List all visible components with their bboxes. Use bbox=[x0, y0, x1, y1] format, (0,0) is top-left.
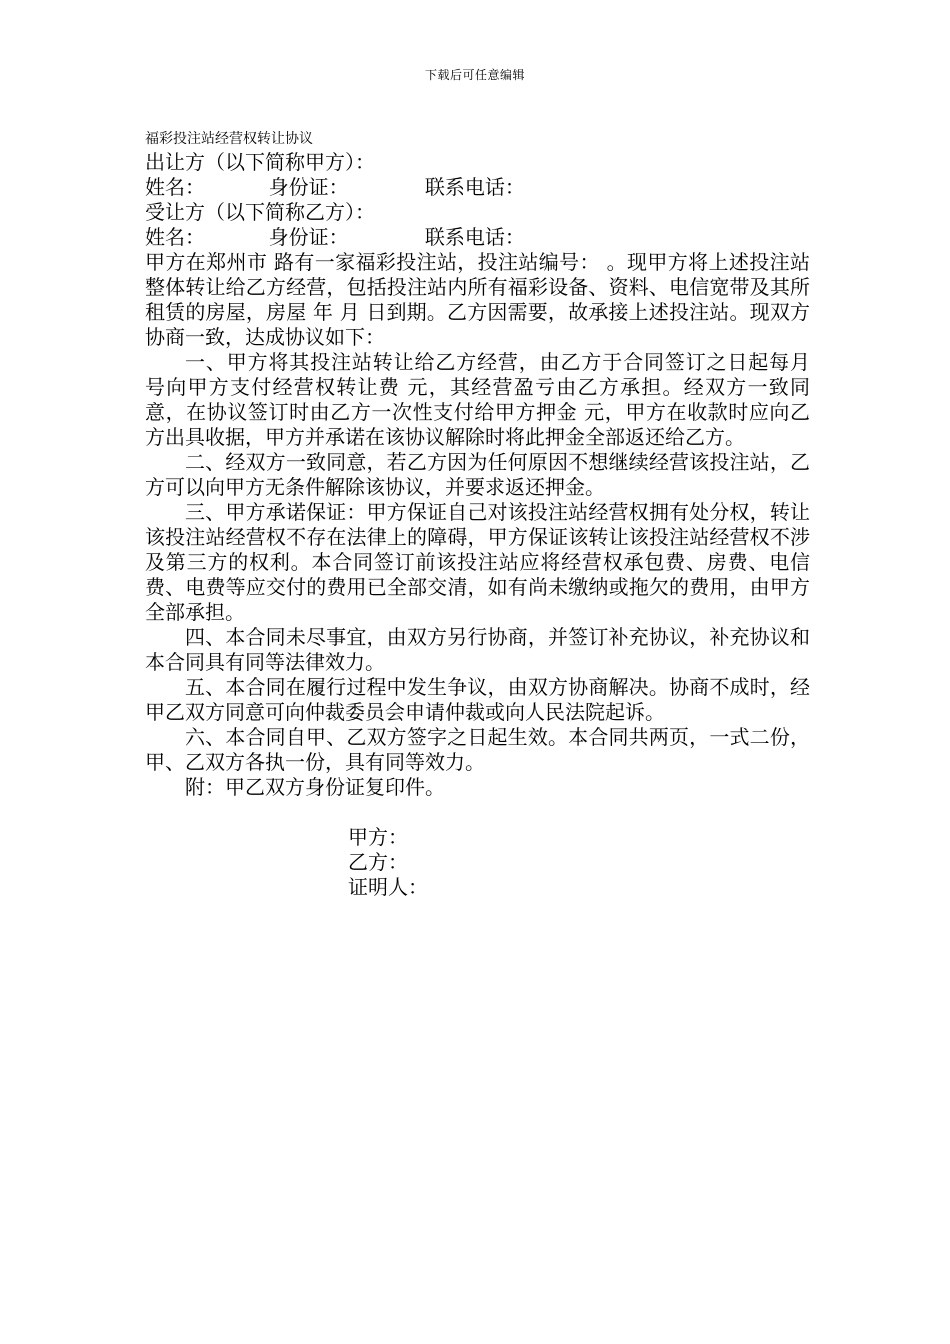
intro-paragraph: 甲方在郑州市 路有一家福彩投注站，投注站编号： 。现甲方将上述投注站整体转让给乙方经营，包括投注站内所有福彩设备、资料、电信宽带及其所租赁的房屋，房屋 年 月 日到期。乙方因需要，故承接上述投注站。现双方协商一致，达成协议如下： bbox=[145, 250, 810, 349]
clause-2: 二、经双方一致同意，若乙方因为任何原因不想继续经营该投注站，乙方可以向甲方无条件解除该协议，并要求返还押金。 bbox=[145, 450, 810, 499]
party-a-fields: 姓名： 身份证： 联系电话： bbox=[145, 175, 525, 199]
document-body bbox=[145, 150, 810, 900]
transferor-line: 出让方（以下简称甲方）： bbox=[145, 150, 375, 174]
signature-party-b: 乙方： bbox=[348, 850, 408, 874]
transferee-line: 受让方（以下简称乙方）： bbox=[145, 200, 375, 224]
page-header-note: 下载后可任意编辑 bbox=[424, 68, 525, 82]
attachment-note: 附：甲乙双方身份证复印件。 bbox=[185, 775, 445, 799]
signature-witness: 证明人： bbox=[348, 875, 428, 899]
clause-1: 一、甲方将其投注站转让给乙方经营，由乙方于合同签订之日起每月 号向甲方支付经营权转让费 元，其经营盈亏由乙方承担。经双方一致同意，在协议签订时由乙方一次性支付给甲方押金 元，甲方在收款时应向乙方出具收据，甲方并承诺在该协议解除时将此押金全部返还给乙方。 bbox=[145, 350, 810, 449]
signature-party-a: 甲方： bbox=[348, 825, 408, 849]
spacer bbox=[145, 800, 810, 825]
clause-3: 三、甲方承诺保证：甲方保证自己对该投注站经营权拥有处分权，转让该投注站经营权不存在法律上的障碍，甲方保证该转让该投注站经营权不涉及第三方的权利。本合同签订前该投注站应将经营权承包费、房费、电信费、电费等应交付的费用已全部交清，如有尚未缴纳或拖欠的费用，由甲方全部承担。 bbox=[145, 500, 810, 624]
document-title: 福彩投注站经营权转让协议 bbox=[145, 131, 313, 147]
clause-6: 六、本合同自甲、乙双方签字之日起生效。本合同共两页，一式二份，甲、乙双方各执一份，具有同等效力。 bbox=[145, 725, 810, 774]
clause-5: 五、本合同在履行过程中发生争议，由双方协商解决。协商不成时，经甲乙双方同意可向仲裁委员会申请仲裁或向人民法院起诉。 bbox=[145, 675, 810, 724]
clause-4: 四、本合同未尽事宜，由双方另行协商，并签订补充协议，补充协议和本合同具有同等法律效力。 bbox=[145, 625, 810, 674]
party-b-fields: 姓名： 身份证： 联系电话： bbox=[145, 225, 525, 249]
